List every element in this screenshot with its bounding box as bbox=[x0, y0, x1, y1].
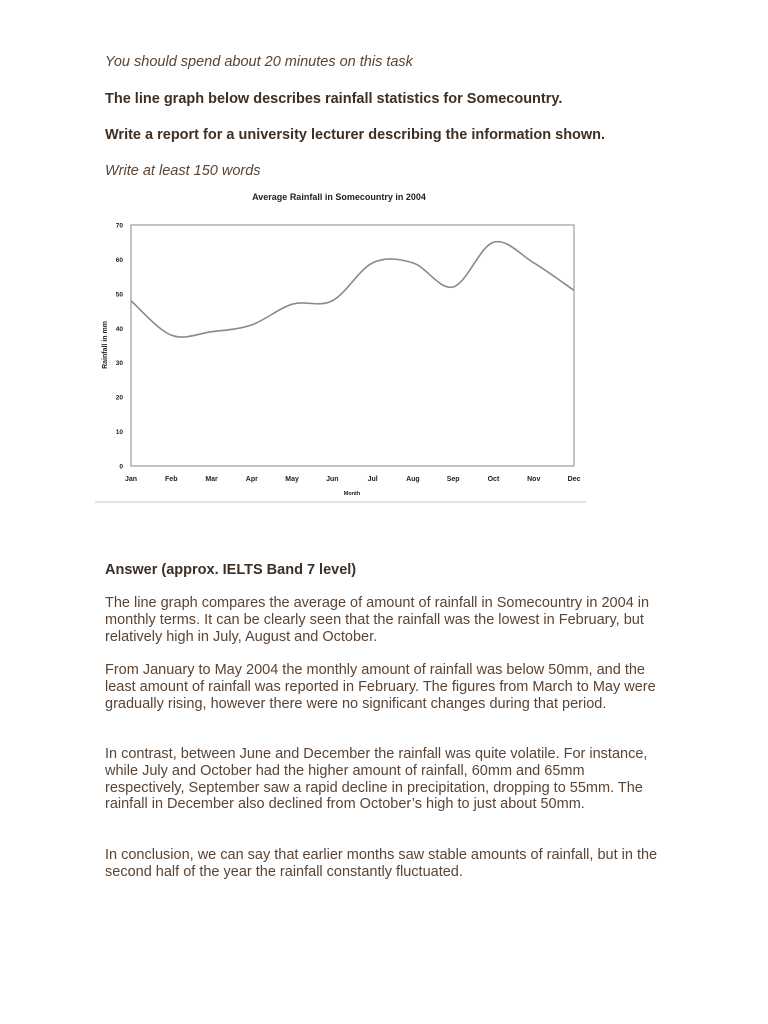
y-tick-label: 50 bbox=[115, 291, 123, 299]
answer-paragraph-1: The line graph compares the average of amount of rainfall in Somecountry in 2004 in monthly terms. It can be clearly seen that the rainfall was the lowest in February, but relatively high in July, August and October. bbox=[105, 595, 650, 645]
y-axis-ticks bbox=[116, 223, 124, 471]
chart-title: Average Rainfall in Somecountry in 2004 bbox=[252, 192, 426, 202]
answer-paragraph-2: From January to May 2004 the monthly amount of rainfall was below 50mm, and the least amount of rainfall was reported in February. The figures from March to May were gradually rising, however there were no significant changes during that period. bbox=[105, 662, 656, 712]
x-tick-label: May bbox=[285, 476, 299, 483]
x-axis-ticks bbox=[125, 476, 581, 483]
answer-heading: Answer (approx. IELTS Band 7 level) bbox=[105, 562, 357, 578]
answer-paragraph-4: In conclusion, we can say that earlier months saw stable amounts of rainfall, but in the second half of the year the rainfall constantly fluctuated. bbox=[105, 847, 658, 880]
rainfall-chart-svg bbox=[93, 185, 588, 505]
x-tick-label: Mar bbox=[205, 476, 218, 483]
x-tick-label: Oct bbox=[487, 476, 500, 483]
plot-area bbox=[131, 225, 574, 466]
x-tick-label: Nov bbox=[527, 476, 541, 483]
time-note: You should spend about 20 minutes on this task bbox=[105, 54, 413, 70]
rainfall-chart bbox=[93, 185, 588, 505]
y-tick-label: 10 bbox=[115, 429, 123, 437]
task-instruction: Write a report for a university lecturer describing the information shown. bbox=[105, 127, 606, 143]
answer-paragraph-3: In contrast, between June and December the rainfall was quite volatile. For instance, while July and October had the higher amount of rainfall, 60mm and 65mm respectively, September saw a rapid decline in precipitation, dropping to 55mm. The rainfall in December also declined from October’s high to just about 50mm. bbox=[105, 746, 648, 813]
x-tick-label: Jun bbox=[326, 476, 339, 483]
y-tick-label: 60 bbox=[115, 256, 123, 264]
x-tick-label: Jan bbox=[124, 476, 138, 483]
task-description: The line graph below describes rainfall statistics for Somecountry. bbox=[105, 91, 563, 107]
x-tick-label: Sep bbox=[446, 476, 460, 483]
y-tick-label: 30 bbox=[115, 360, 123, 368]
y-tick-label: 0 bbox=[119, 463, 123, 471]
x-tick-label: Aug bbox=[406, 476, 420, 483]
x-tick-label: Jul bbox=[367, 476, 378, 483]
y-tick-label: 70 bbox=[115, 222, 123, 230]
y-axis-label: Rainfall in mm bbox=[102, 321, 109, 369]
x-tick-label: Feb bbox=[165, 476, 178, 483]
x-tick-label: Dec bbox=[567, 476, 581, 483]
y-tick-label: 40 bbox=[115, 325, 123, 333]
word-count-note: Write at least 150 words bbox=[105, 163, 261, 179]
y-tick-label: 20 bbox=[115, 394, 123, 402]
x-tick-label: Apr bbox=[245, 476, 258, 483]
x-axis-label: Month bbox=[343, 491, 361, 497]
